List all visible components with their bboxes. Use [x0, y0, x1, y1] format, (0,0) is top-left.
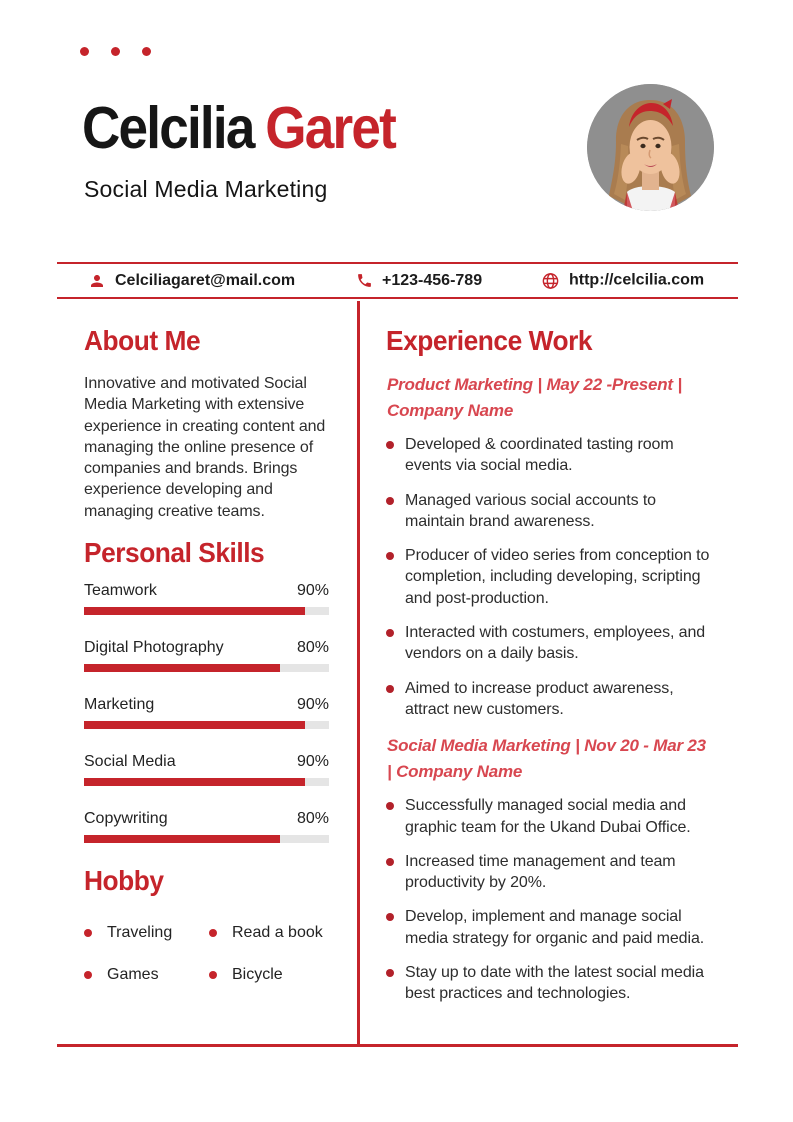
job-bullet-text: Interacted with costumers, employees, and vendors on a daily basis. — [405, 624, 706, 663]
skill-row — [84, 581, 329, 615]
hobby-item — [84, 966, 209, 984]
globe-icon — [541, 271, 560, 290]
skill-percent: 90% — [296, 696, 329, 714]
job-bullet-text: Stay up to date with the latest social media best practices and technologies. — [405, 964, 704, 1003]
bullet-dot-icon — [386, 685, 394, 693]
profile-photo — [587, 84, 714, 211]
job-heading: Social Media Marketing | Nov 20 - Mar 23 | Company Name — [387, 736, 706, 782]
bottom-rule-line — [57, 1044, 738, 1047]
person-icon — [88, 272, 106, 290]
red-dot-icon — [80, 47, 89, 56]
skill-row — [84, 695, 329, 729]
job-bullet-list — [386, 434, 716, 720]
skills-list — [84, 581, 329, 843]
job-bullet — [386, 490, 716, 533]
red-dot-icon — [142, 47, 151, 56]
hobby-item — [209, 924, 329, 942]
skill-label: Digital Photography — [84, 639, 224, 657]
skill-percent: 80% — [296, 639, 329, 657]
job-bullet — [386, 622, 716, 665]
bullet-dot-icon — [386, 802, 394, 810]
job-bullet — [386, 678, 716, 721]
bullet-dot-icon — [386, 913, 394, 921]
job-bullet-text: Developed & coordinated tasting room events via social media. — [405, 436, 674, 475]
bullet-dot-icon — [209, 971, 217, 979]
skill-label: Social Media — [84, 753, 176, 771]
contact-website[interactable] — [541, 271, 704, 290]
job-bullet-text: Increased time management and team productivity by 20%. — [405, 852, 676, 892]
bullet-dot-icon — [386, 969, 394, 977]
bullet-dot-icon — [386, 441, 394, 449]
job-entry — [386, 372, 716, 720]
experience-jobs — [386, 372, 716, 1005]
decorative-dots — [80, 47, 151, 56]
phone-text: +123-456-789 — [382, 271, 483, 289]
hobby-label: Bicycle — [232, 966, 283, 984]
personal-skills-heading: Personal Skills — [84, 537, 265, 569]
skill-label: Marketing — [84, 696, 155, 714]
hobby-item — [84, 924, 209, 942]
job-title-subtitle: Social Media Marketing — [84, 176, 328, 202]
about-me-text: Innovative and motivated Social Media Marketing with extensive experience in creating content and managing the online presence of companies and brands. Brings experience developing and managing creative teams. — [84, 375, 326, 520]
skill-percent: 90% — [296, 582, 329, 600]
hobby-label: Traveling — [107, 924, 173, 942]
skill-row — [84, 809, 329, 843]
job-heading: Product Marketing | May 22 -Present | Company Name — [387, 375, 682, 420]
contact-bar — [57, 262, 738, 299]
email-text: Celciliagaret@mail.com — [115, 271, 296, 289]
job-bullet — [386, 962, 716, 1005]
contact-email[interactable] — [88, 272, 295, 290]
column-divider-line — [357, 301, 360, 1044]
job-bullet — [386, 851, 716, 894]
skill-bar-fill — [84, 664, 280, 672]
bullet-dot-icon — [386, 629, 394, 637]
bullet-dot-icon — [84, 971, 92, 979]
skill-bar-track — [84, 778, 329, 786]
job-bullet-text: Managed various social accounts to maintain brand awareness. — [405, 491, 656, 530]
left-column — [84, 326, 329, 984]
skill-bar-track — [84, 607, 329, 615]
skill-bar-fill — [84, 721, 305, 729]
skill-bar-track — [84, 835, 329, 843]
skill-bar-fill — [84, 778, 305, 786]
hobby-item — [209, 966, 329, 984]
hobby-label: Games — [107, 966, 159, 984]
right-column — [386, 326, 716, 1018]
job-bullet — [386, 906, 716, 949]
skill-label: Teamwork — [84, 582, 157, 600]
website-text: http://celcilia.com — [569, 271, 705, 289]
job-bullet — [386, 434, 716, 477]
hobby-list — [84, 924, 329, 984]
phone-icon — [356, 272, 373, 289]
job-bullet — [386, 545, 716, 609]
skill-bar-track — [84, 664, 329, 672]
skill-bar-fill — [84, 607, 305, 615]
skill-row — [84, 752, 329, 786]
hobby-heading: Hobby — [84, 865, 164, 897]
skill-percent: 90% — [296, 753, 329, 771]
first-name: Celcilia — [82, 95, 254, 161]
skill-percent: 80% — [296, 810, 329, 828]
skill-row — [84, 638, 329, 672]
job-bullet-text: Aimed to increase product awareness, attract new customers. — [405, 679, 674, 718]
about-me-heading: About Me — [84, 325, 201, 356]
red-dot-icon — [111, 47, 120, 56]
skill-bar-track — [84, 721, 329, 729]
last-name: Garet — [265, 95, 395, 161]
job-bullet-text: Develop, implement and manage social media strategy for organic and paid media. — [405, 908, 705, 947]
hobby-label: Read a book — [232, 924, 323, 942]
skill-label: Copywriting — [84, 810, 168, 828]
bullet-dot-icon — [386, 552, 394, 560]
contact-phone[interactable] — [356, 272, 482, 290]
bullet-dot-icon — [386, 858, 394, 866]
experience-heading: Experience Work — [386, 325, 593, 356]
bullet-dot-icon — [209, 929, 217, 937]
job-bullet — [386, 795, 716, 838]
job-entry — [386, 733, 716, 1004]
bullet-dot-icon — [84, 929, 92, 937]
job-bullet-list — [386, 795, 716, 1004]
person-name — [82, 92, 395, 164]
skill-bar-fill — [84, 835, 280, 843]
job-bullet-text: Producer of video series from conception to completion, including developing, scripting and post-production. — [405, 547, 710, 607]
job-bullet-text: Successfully managed social media and graphic team for the Ukand Dubai Office. — [405, 797, 691, 836]
portrait-illustration — [587, 84, 714, 211]
bullet-dot-icon — [386, 497, 394, 505]
